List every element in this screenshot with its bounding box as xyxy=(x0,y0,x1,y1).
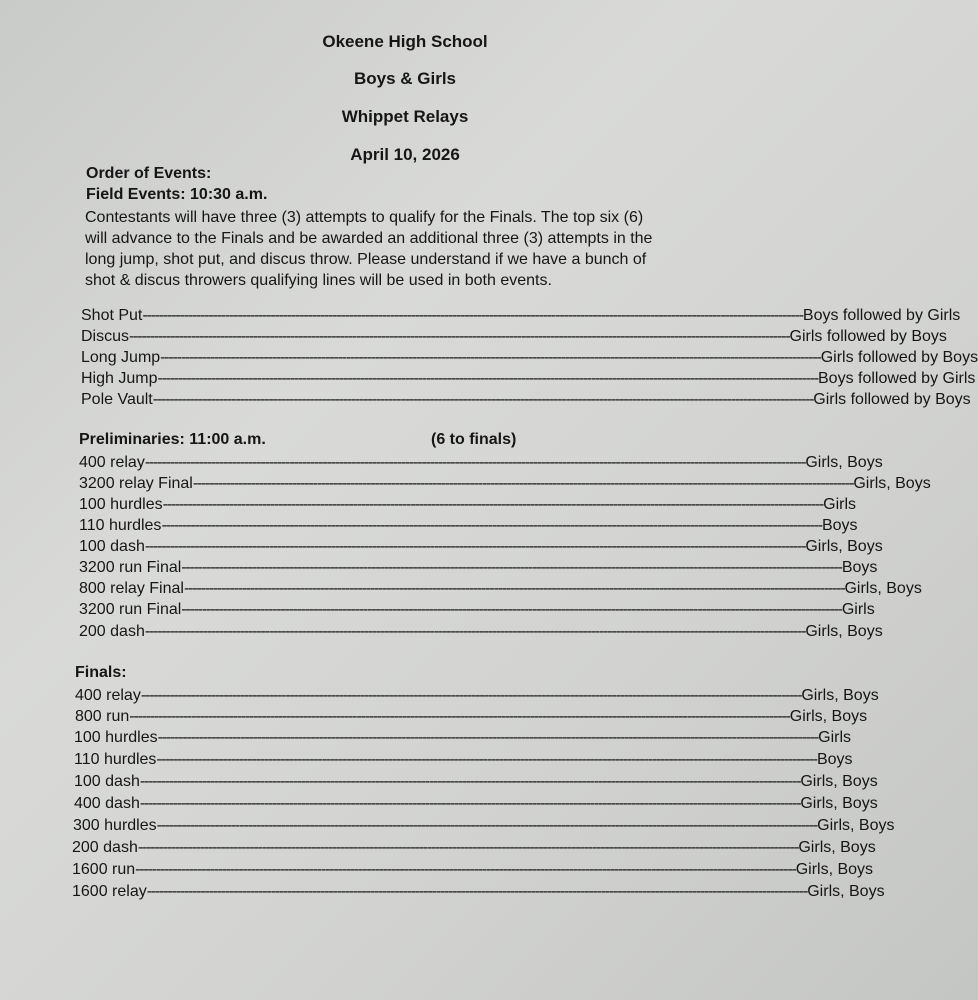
dot-leader: ---------------------------------------------------------------------------------------------------------------------------------------------------------------- xyxy=(142,307,803,324)
dot-leader: ---------------------------------------------------------------------------------------------------------------------------------------------------------------- xyxy=(161,517,822,534)
event-order: Girls, Boys xyxy=(800,773,878,790)
event-order: Girls xyxy=(823,496,857,513)
dot-leader: ---------------------------------------------------------------------------------------------------------------------------------------------------------------- xyxy=(140,687,802,704)
event-name: 1600 relay xyxy=(72,883,147,900)
dot-leader: ---------------------------------------------------------------------------------------------------------------------------------------------------------------- xyxy=(152,391,814,408)
field-events-heading: Field Events: 10:30 a.m. xyxy=(86,186,268,203)
event-order: Girls, Boys xyxy=(853,475,931,492)
intro-line: shot & discus throwers qualifying lines will be used in both events. xyxy=(85,272,552,289)
dot-leader: ---------------------------------------------------------------------------------------------------------------------------------------------------------------- xyxy=(156,817,818,834)
dot-leader: ---------------------------------------------------------------------------------------------------------------------------------------------------------------- xyxy=(129,708,790,725)
meet-date: April 10, 2026 xyxy=(350,145,460,164)
event-name: Shot Put xyxy=(81,307,143,324)
order-of-events-heading: Order of Events: xyxy=(86,165,212,182)
event-order: Girls, Boys xyxy=(801,687,879,704)
event-order: Girls, Boys xyxy=(805,538,883,555)
dot-leader: ---------------------------------------------------------------------------------------------------------------------------------------------------------------- xyxy=(144,623,806,640)
event-name: 3200 run Final xyxy=(79,601,182,618)
event-name: Long Jump xyxy=(81,349,161,366)
event-name: 400 relay xyxy=(79,454,145,471)
field-event-row xyxy=(81,369,976,389)
dot-leader: ---------------------------------------------------------------------------------------------------------------------------------------------------------------- xyxy=(160,349,821,366)
event-name: 400 relay xyxy=(75,687,141,704)
event-name: 100 dash xyxy=(79,538,145,555)
prelim-event-row xyxy=(79,537,883,557)
event-name: 200 dash xyxy=(79,623,145,640)
event-order: Boys xyxy=(816,751,853,768)
prelim-event-row xyxy=(79,600,875,620)
final-event-row xyxy=(74,772,878,792)
prelim-event-row xyxy=(79,474,931,494)
dot-leader: ---------------------------------------------------------------------------------------------------------------------------------------------------------------- xyxy=(181,601,842,618)
event-name: 400 dash xyxy=(74,795,140,812)
dot-leader: ---------------------------------------------------------------------------------------------------------------------------------------------------------------- xyxy=(183,580,845,597)
event-order: Girls, Boys xyxy=(789,708,868,725)
event-order: Girls followed by Boys xyxy=(813,391,971,408)
final-event-row xyxy=(75,707,868,727)
dot-leader: ---------------------------------------------------------------------------------------------------------------------------------------------------------------- xyxy=(144,538,806,555)
event-name: 1600 run xyxy=(72,861,136,878)
event-name: 800 run xyxy=(75,708,130,725)
event-name: Pole Vault xyxy=(81,391,153,408)
event-name: High Jump xyxy=(81,370,158,387)
intro-line: Contestants will have three (3) attempts to qualify for the Finals. The top six (6) xyxy=(85,209,644,226)
prelim-event-row xyxy=(79,453,883,473)
division-title: Boys & Girls xyxy=(353,69,457,88)
prelim-event-row xyxy=(79,622,883,642)
event-name: 300 hurdles xyxy=(73,817,157,834)
event-order: Girls followed by Boys xyxy=(820,349,978,366)
final-event-row xyxy=(74,794,878,814)
event-order: Boys xyxy=(841,559,878,576)
final-event-row xyxy=(73,816,895,836)
dot-leader: ---------------------------------------------------------------------------------------------------------------------------------------------------------------- xyxy=(129,328,790,345)
event-order: Girls xyxy=(841,601,875,618)
event-order: Boys xyxy=(821,517,858,534)
field-events-intro xyxy=(85,207,745,291)
preliminaries-note: (6 to finals) xyxy=(431,431,517,448)
prelim-event-row xyxy=(79,558,878,578)
final-event-row xyxy=(74,750,853,770)
final-event-row xyxy=(72,882,885,902)
event-name: 100 hurdles xyxy=(74,729,158,746)
final-event-row xyxy=(72,838,876,858)
prelim-event-row xyxy=(79,579,922,599)
event-order: Girls, Boys xyxy=(800,795,878,812)
event-order: Girls, Boys xyxy=(817,817,895,834)
event-order: Girls, Boys xyxy=(798,839,876,856)
event-order: Boys followed by Girls xyxy=(802,307,961,324)
dot-leader: ---------------------------------------------------------------------------------------------------------------------------------------------------------------- xyxy=(181,559,842,576)
event-order: Girls followed by Boys xyxy=(789,328,947,345)
event-name: 100 dash xyxy=(74,773,140,790)
prelim-event-row xyxy=(79,516,858,536)
event-name: 800 relay Final xyxy=(79,580,184,597)
event-name: 3200 relay Final xyxy=(79,475,193,492)
event-order: Girls, Boys xyxy=(807,883,885,900)
event-name: Discus xyxy=(81,328,130,345)
final-event-row xyxy=(72,860,874,880)
dot-leader: ---------------------------------------------------------------------------------------------------------------------------------------------------------------- xyxy=(139,795,801,812)
field-event-row xyxy=(81,348,978,368)
dot-leader: ---------------------------------------------------------------------------------------------------------------------------------------------------------------- xyxy=(135,861,796,878)
dot-leader: ---------------------------------------------------------------------------------------------------------------------------------------------------------------- xyxy=(157,370,818,387)
meet-title: Whippet Relays xyxy=(341,107,469,126)
event-order: Girls, Boys xyxy=(795,861,874,878)
prelim-event-row xyxy=(79,495,857,515)
field-event-row xyxy=(81,327,947,347)
dot-leader: ---------------------------------------------------------------------------------------------------------------------------------------------------------------- xyxy=(192,475,854,492)
dot-leader: ---------------------------------------------------------------------------------------------------------------------------------------------------------------- xyxy=(139,773,801,790)
event-order: Girls, Boys xyxy=(844,580,922,597)
preliminaries-heading: Preliminaries: 11:00 a.m. xyxy=(79,431,266,448)
event-order: Girls xyxy=(818,729,852,746)
dot-leader: ---------------------------------------------------------------------------------------------------------------------------------------------------------------- xyxy=(146,883,808,900)
dot-leader: ---------------------------------------------------------------------------------------------------------------------------------------------------------------- xyxy=(137,839,799,856)
event-name: 100 hurdles xyxy=(79,496,163,513)
intro-line: will advance to the Finals and be awarded an additional three (3) attempts in the xyxy=(85,230,653,247)
finals-heading: Finals: xyxy=(75,664,127,681)
final-event-row xyxy=(75,686,879,706)
event-name: 3200 run Final xyxy=(79,559,182,576)
event-name: 200 dash xyxy=(72,839,138,856)
event-name: 110 hurdles xyxy=(79,517,162,534)
dot-leader: ---------------------------------------------------------------------------------------------------------------------------------------------------------------- xyxy=(162,496,824,513)
school-title: Okeene High School xyxy=(322,32,488,51)
final-event-row xyxy=(74,728,852,748)
intro-line: long jump, shot put, and discus throw. Please understand if we have a bunch of xyxy=(85,251,647,268)
dot-leader: ---------------------------------------------------------------------------------------------------------------------------------------------------------------- xyxy=(144,454,806,471)
field-event-row xyxy=(81,306,961,326)
event-order: Girls, Boys xyxy=(805,623,883,640)
event-order: Girls, Boys xyxy=(805,454,883,471)
event-order: Boys followed by Girls xyxy=(818,370,976,387)
dot-leader: ---------------------------------------------------------------------------------------------------------------------------------------------------------------- xyxy=(156,751,817,768)
event-name: 110 hurdles xyxy=(74,751,157,768)
field-event-row xyxy=(81,390,971,410)
dot-leader: ---------------------------------------------------------------------------------------------------------------------------------------------------------------- xyxy=(157,729,819,746)
